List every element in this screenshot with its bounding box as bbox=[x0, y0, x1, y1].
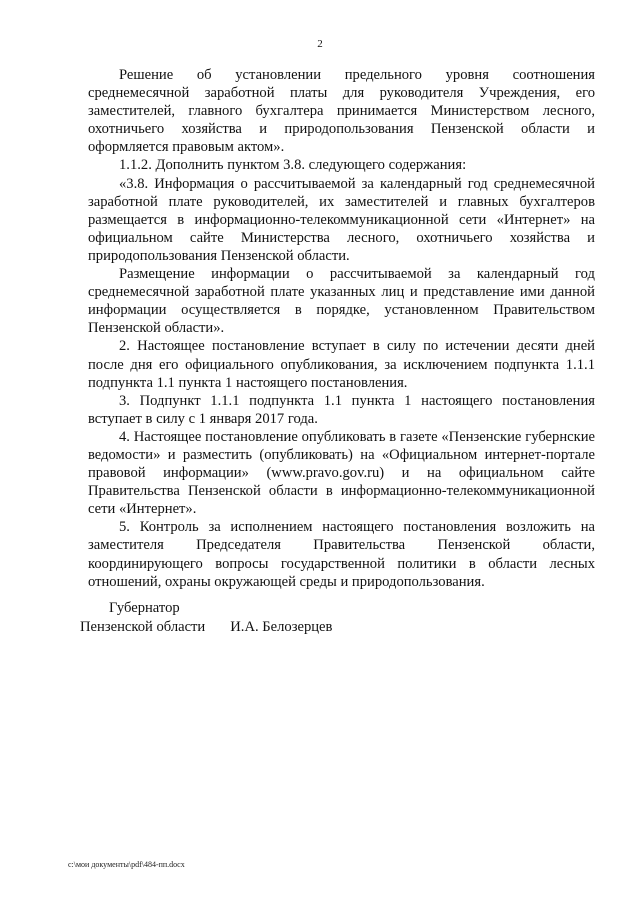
document-body bbox=[88, 66, 595, 591]
paragraph: 2. Настоящее постановление вступает в силу по истечении десяти дней после дня его официального опубликования, за исключением подпункта 1.1.1 подпункта 1.1 пункта 1 настоящего постановления. bbox=[88, 338, 595, 391]
signatory-title: Губернатор bbox=[109, 600, 180, 616]
paragraph: 1.1.2. Дополнить пунктом 3.8. следующего содержания: bbox=[119, 157, 467, 174]
signatory-region: Пензенской области bbox=[80, 619, 206, 635]
paragraph: Решение об установлении предельного уровня соотношения среднемесячной заработной платы для руководителя Учреждения, его заместителей, главного бухгалтера принимается Министерством лесного, охотничьего хозяйства и природопользования Пензенской области и оформляется правовым актом». bbox=[88, 67, 595, 156]
file-path: c:\мои документы\pdf\484-пп.docx bbox=[68, 860, 185, 869]
paragraph: 3. Подпункт 1.1.1 подпункта 1.1 пункта 1 настоящего постановления вступает в силу с 1 января 2017 года. bbox=[88, 392, 595, 427]
paragraph: 4. Настоящее постановление опубликовать в газете «Пензенские губернские ведомости» и разместить (опубликовать) на «Официальном интернет-портале правовой информации» (www.pravo.gov.ru) и на официальном сайте Правительства Пензенской области в информационно-телекоммуникационной сети «Интернет». bbox=[88, 428, 595, 518]
paragraph: «3.8. Информация о рассчитываемой за календарный год среднемесячной заработной плате руководителей, их заместителей и главных бухгалтеров размещается в информационно-телекоммуникационной сети «Интернет» на официальном сайте Министерства лесного, охотничьего хозяйства и природопользования Пензенской области. bbox=[88, 175, 595, 264]
signature-row bbox=[80, 618, 480, 637]
page-number: 2 bbox=[317, 38, 323, 50]
signatory-name: И.А. Белозерцев bbox=[230, 619, 333, 635]
paragraph: Размещение информации о рассчитываемой за календарный год среднемесячной заработной плате указанных лиц и представление ими данной информации осуществляется в порядке, установленном Правительством Пензенской области». bbox=[88, 266, 595, 337]
paragraph: 5. Контроль за исполнением настоящего постановления возложить на заместителя Председателя Правительства Пензенской области, координирующего вопросы государственной политики в области лесных отношений, охраны окружающей среды и природопользования. bbox=[88, 519, 595, 590]
signature-block bbox=[80, 599, 480, 637]
